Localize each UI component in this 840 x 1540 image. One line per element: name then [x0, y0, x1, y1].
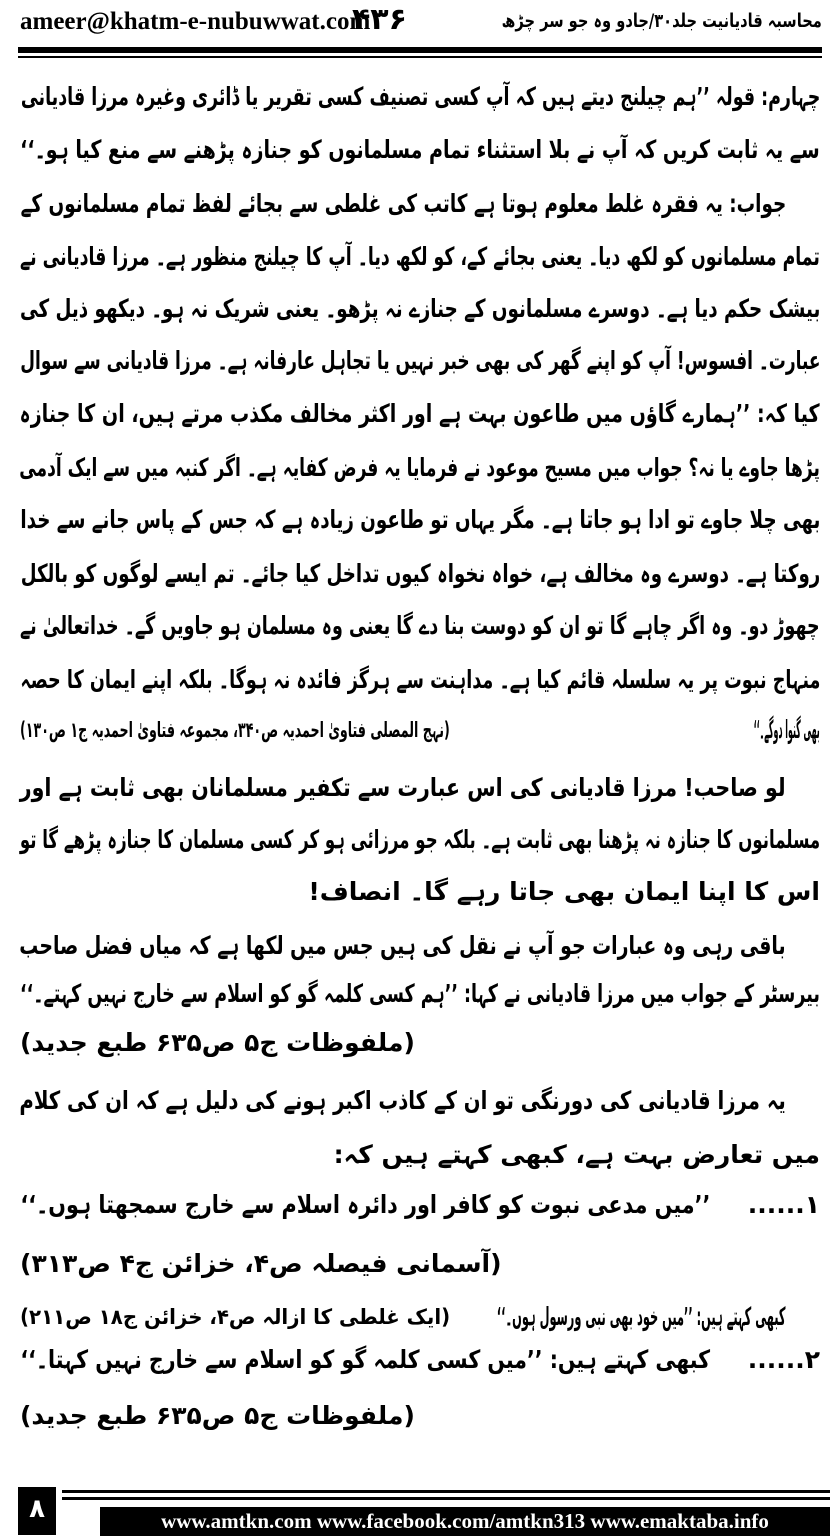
text-line	[20, 75, 820, 119]
footer-links: www.amtkn.com www.facebook.com/amtkn313 www.emaktaba.info	[100, 1507, 830, 1536]
text-line	[20, 128, 820, 172]
text-line	[20, 552, 820, 596]
line-text: یہ مرزا قادیانی کی دورنگی تو ان کے کاذب اکبر ہونے کی دلیل ہے کہ ان کی کلام	[19, 1086, 786, 1115]
line-text: (ملفوظات ج۵ ص۶۳۵ طبع جدید)	[20, 1028, 415, 1057]
text-line	[20, 392, 820, 436]
list-marker: ۲......	[747, 1345, 820, 1374]
line-text: بھی چلا جاوے تو ادا ہو جاتا ہے۔ مگر یہاں تو طاعون زیادہ ہے کہ جس کے پاس جانے سے خدا	[20, 505, 820, 534]
line-text: پڑھا جاوے یا نہ؟ جواب میں مسیح موعود نے فرمایا یہ فرض کفایہ ہے۔ اگر کنبہ میں سے ایک آدمی	[19, 453, 820, 482]
text-line	[20, 766, 820, 810]
line-text: چھوڑ دو۔ وہ اگر چاہے گا تو ان کو دوست بنا دے گا یعنی وہ مسلمان ہو جاویں گے۔ خداتعالیٰ نے	[20, 611, 820, 640]
header-book-title: محاسبہ قادیانیت جلد۳۰/جادو وہ جو سر چڑھ	[501, 10, 822, 32]
header-email: ameer@khatm-e-nubuwwat.com	[20, 8, 371, 35]
text-line	[20, 1394, 820, 1438]
footer-rule	[62, 1490, 830, 1493]
text-line	[20, 498, 820, 542]
text-line	[20, 604, 820, 648]
text-line	[20, 818, 820, 862]
line-text: بھی گنوا دوگے۔‘‘	[753, 715, 820, 744]
text-line	[20, 658, 820, 702]
header-rule-thin	[18, 56, 822, 58]
line-text: میں تعارض بہت ہے، کبھی کہتے ہیں کہ:	[333, 1140, 820, 1169]
text-line	[20, 1242, 820, 1286]
line-text: مسلمانوں کا جنازہ نہ پڑھنا بھی ثابت ہے۔ بلکہ جو مرزائی ہو کر کسی مسلمان کا جنازہ پڑھے گا تو	[19, 825, 820, 854]
citation: (نہج المصلی فتاویٰ احمدیہ ص۳۴۰، مجموعہ فتاویٰ احمدیہ ج۱ ص۱۳۰)	[20, 718, 450, 742]
text-line	[20, 870, 820, 914]
text-line	[20, 1021, 820, 1065]
text-line	[20, 972, 820, 1016]
footer-page-number: ۸	[18, 1487, 56, 1535]
line-text: اس کا اپنا ایمان بھی جاتا رہے گا۔ انصاف!	[308, 877, 820, 906]
line-text: کبھی کہتے ہیں: ’’میں خود بھی نبی ورسول ہوں۔‘‘	[497, 1302, 786, 1331]
line-text: منہاج نبوت پر یہ سلسلہ قائم کیا ہے۔ مداہنت سے ہرگز فائدہ نہ ہوگا۔ بلکہ اپنے ایمان کا حصہ	[19, 665, 820, 694]
line-text: روکتا ہے۔ دوسرے وہ مخالف ہے، خواہ نخواہ کیوں تداخل کیا جائے۔ تم ایسے لوگوں کو بالکل	[20, 559, 820, 588]
text-line	[20, 339, 820, 383]
line-text: عبارت۔ افسوس! آپ کو اپنے گھر کی بھی خبر نہیں یا تجاہل عارفانہ ہے۔ مرزا قادیانی سے سوال	[19, 346, 820, 375]
line-text: تمام مسلمانوں کو لکھ دیا۔ یعنی بجائے کے، کو لکھ دیا۔ آپ کا چیلنج منظور ہے۔ مرزا قادیانی نے	[20, 242, 820, 271]
header-page-number: ۴۳۶	[352, 2, 407, 37]
text-line	[20, 446, 820, 490]
line-text: چہارم: قولہ ’’ہم چیلنج دیتے ہیں کہ آپ کسی تصنیف کسی تقریر یا ڈائری وغیرہ مرزا قادیانی	[20, 82, 820, 111]
text-line	[20, 182, 820, 226]
text-line	[20, 1133, 820, 1177]
line-text: لو صاحب! مرزا قادیانی کی اس عبارت سے تکفیر مسلمانان بھی ثابت ہے اور	[20, 773, 786, 802]
text-line	[20, 1079, 820, 1123]
line-text: بیرسٹر کے جواب میں مرزا قادیانی نے کہا: ’’ہم کسی کلمہ گو کو اسلام سے خارج نہیں کہتے۔‘‘	[20, 979, 820, 1008]
footer-rule	[62, 1497, 830, 1500]
list-marker: ۱......	[747, 1190, 820, 1219]
line-text: سے یہ ثابت کریں کہ آپ نے بلا استثناء تمام مسلمانوں کو جنازہ پڑھنے سے منع کیا ہو۔‘‘	[20, 135, 820, 164]
text-line	[20, 1338, 820, 1382]
text-line	[20, 1295, 820, 1339]
line-text: کبھی کہتے ہیں: ’’میں کسی کلمہ گو کو اسلام سے خارج نہیں کہتا۔‘‘	[20, 1345, 710, 1374]
text-line	[20, 924, 820, 968]
line-text: باقی رہی وہ عبارات جو آپ نے نقل کی ہیں جس میں لکھا ہے کہ میاں فضل صاحب	[19, 931, 786, 960]
text-line	[20, 287, 820, 331]
line-text: جواب: یہ فقرہ غلط معلوم ہوتا ہے کاتب کی غلطی سے بجائے لفظ تمام مسلمانوں کے	[20, 189, 786, 218]
text-line	[20, 708, 820, 752]
header-rule-thick	[18, 47, 822, 53]
text-line	[20, 1183, 820, 1227]
line-text: بیشک حکم دیا ہے۔ دوسرے مسلمانوں کے جنازے نہ پڑھو۔ یعنی شریک نہ ہو۔ دیکھو ذیل کی	[19, 294, 820, 323]
line-text: (ملفوظات ج۵ ص۶۳۵ طبع جدید)	[20, 1401, 415, 1430]
line-text: کیا کہ: ’’ہمارے گاؤں میں طاعون بہت ہے اور اکثر مخالف مکذب مرتے ہیں، ان کا جنازہ	[19, 399, 820, 428]
line-text: (آسمانی فیصلہ ص۴، خزائن ج۴ ص۳۱۳)	[20, 1249, 502, 1278]
text-line	[20, 235, 820, 279]
citation: (ایک غلطی کا ازالہ ص۴، خزائن ج۱۸ ص۲۱۱)	[20, 1305, 451, 1329]
line-text: ’’میں مدعی نبوت کو کافر اور دائرہ اسلام سے خارج سمجھتا ہوں۔‘‘	[19, 1190, 710, 1219]
